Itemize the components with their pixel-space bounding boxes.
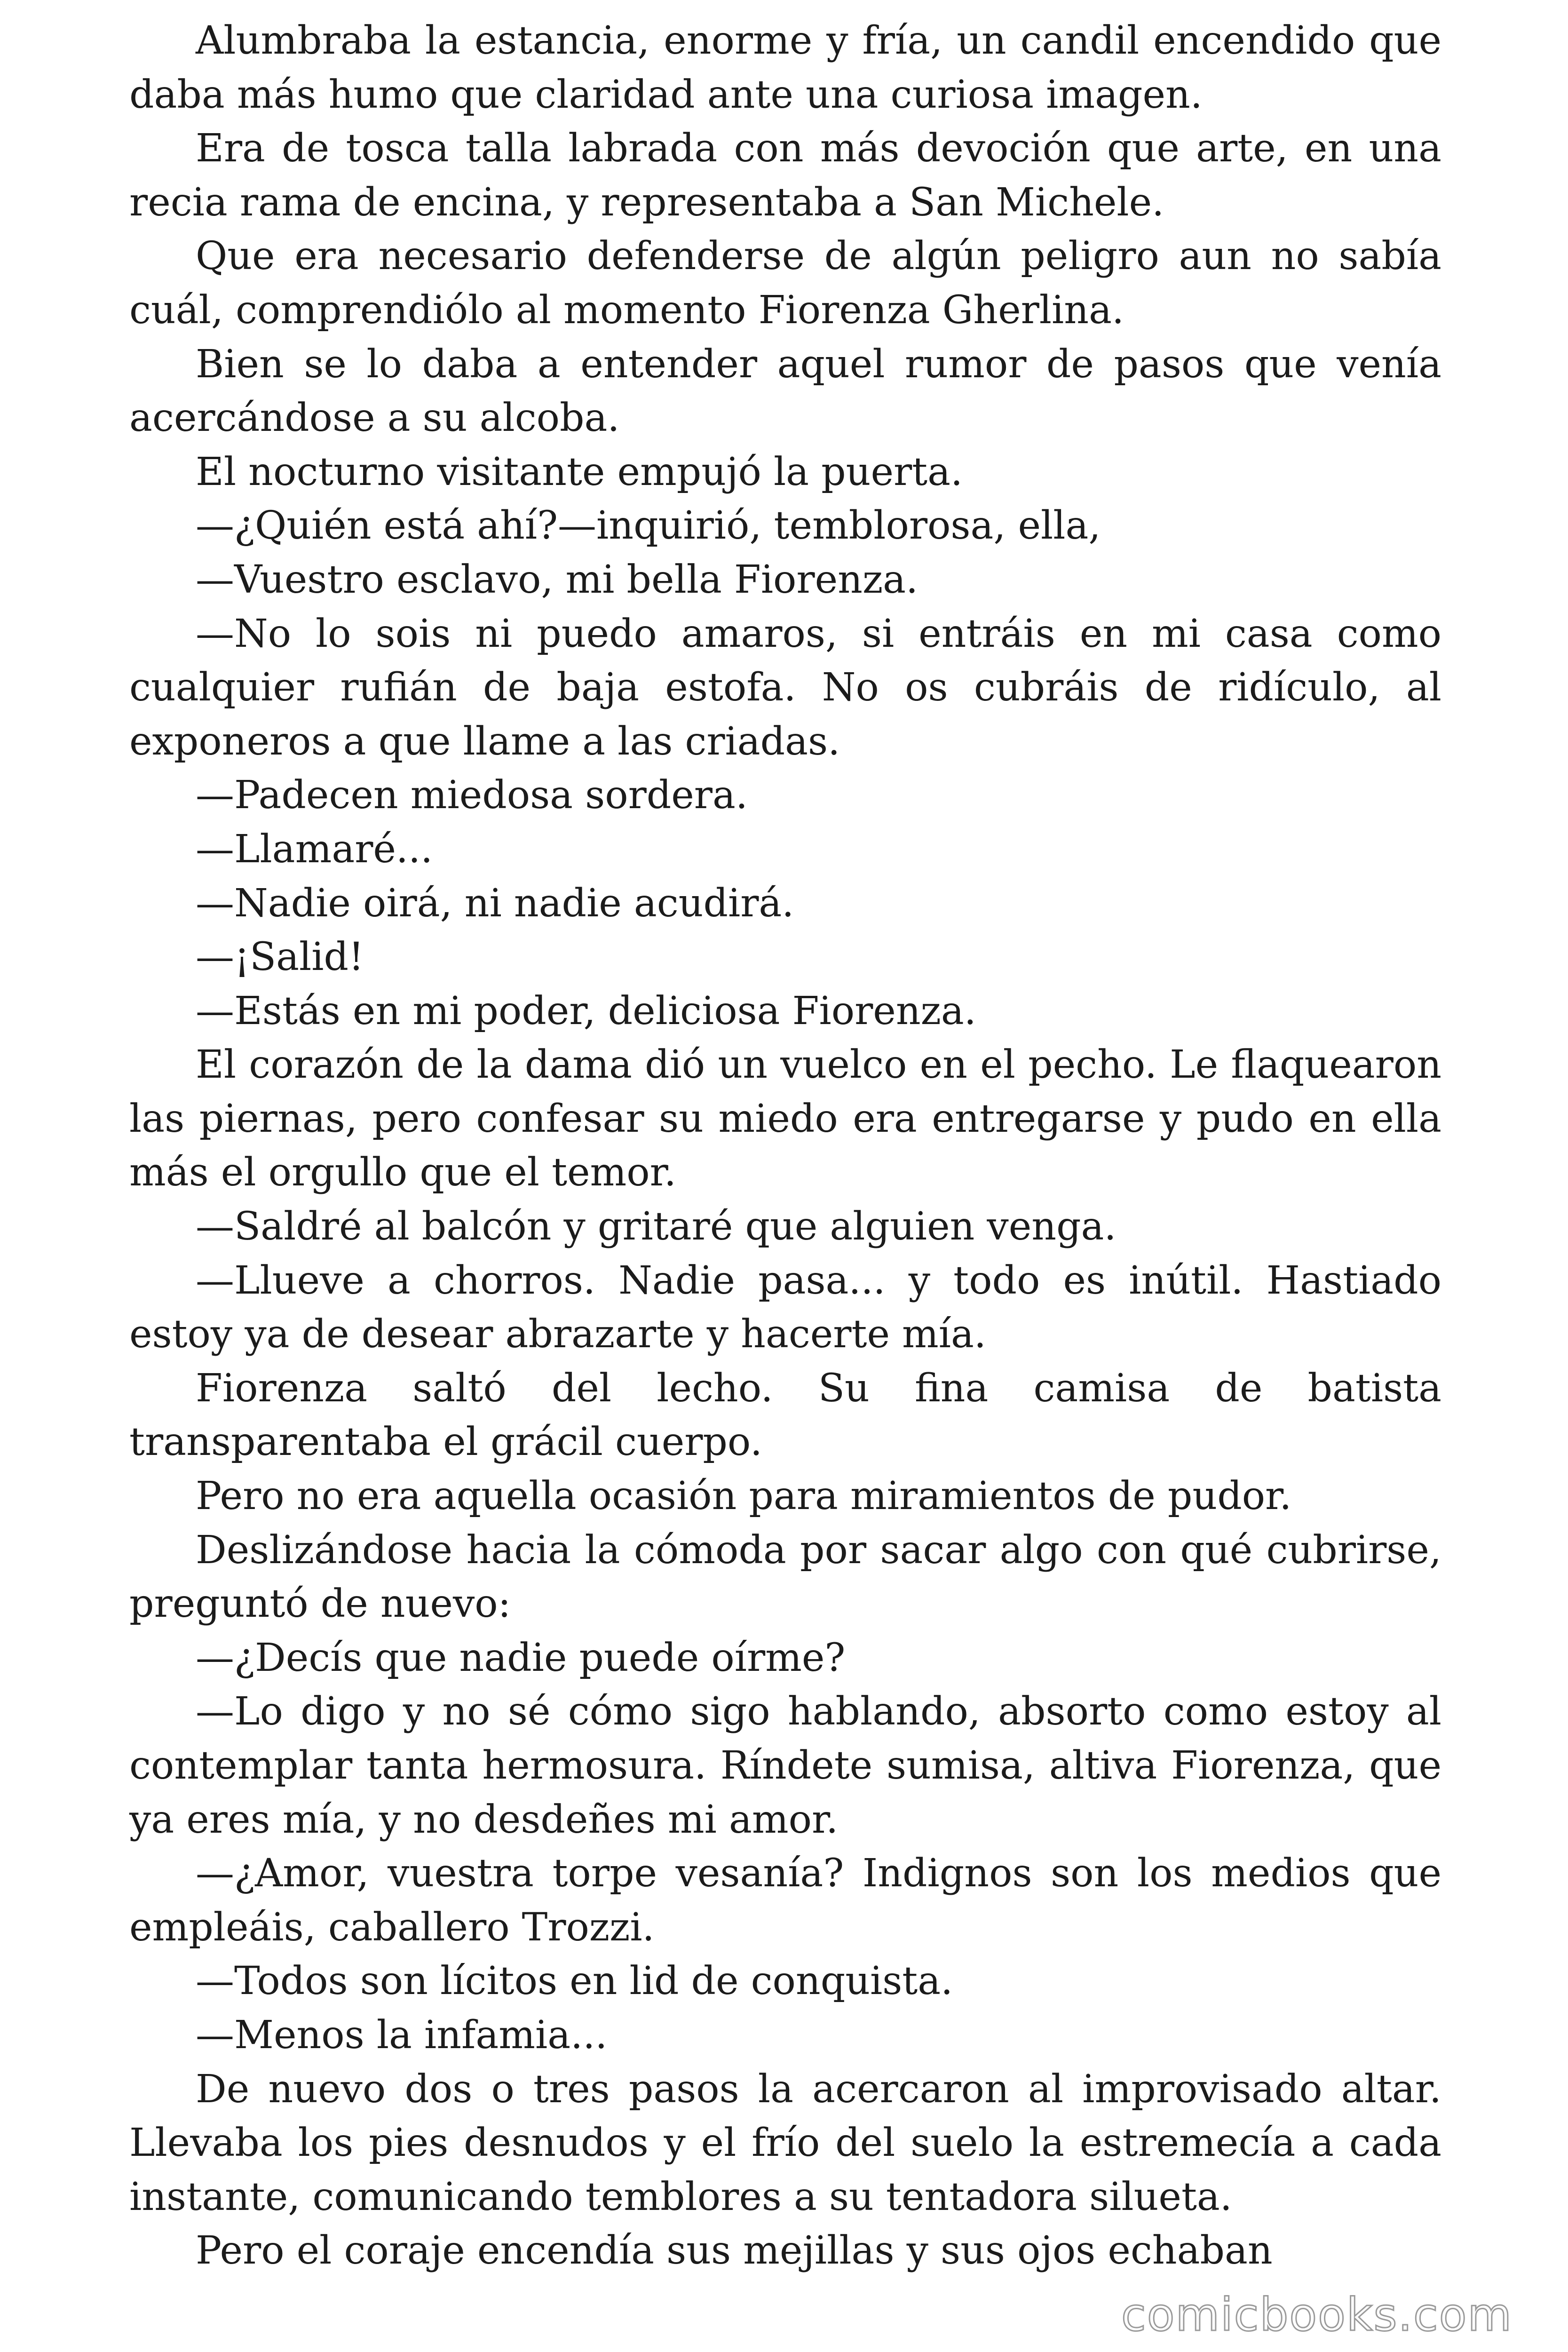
paragraph: El nocturno visitante empujó la puerta. xyxy=(196,449,963,494)
paragraph: Bien se lo daba a entender aquel rumor de pasos que venía acercándose a su alcoba. xyxy=(129,342,1441,441)
paragraph: Fiorenza saltó del lecho. Su fina camisa de batista transparentaba el grácil cuerpo. xyxy=(129,1366,1441,1465)
dialogue-line: —¿Amor, vuestra torpe vesanía? Indignos son los medios que empleáis, caballero Trozzi. xyxy=(129,1851,1441,1950)
paragraph: De nuevo dos o tres pasos la acercaron al improvisado altar. Llevaba los pies desnudos y el frío del suelo la estremecía a cada instante, comunicando temblores a su tentadora silueta. xyxy=(129,2066,1441,2219)
dialogue-line: —Llueve a chorros. Nadie pasa... y todo es inútil. Hastiado estoy ya de desear abrazarte y hacerte mía. xyxy=(129,1258,1441,1357)
paragraph: Pero no era aquella ocasión para miramientos de pudor. xyxy=(196,1474,1292,1519)
dialogue-line: —Padecen miedosa sordera. xyxy=(196,773,748,818)
dialogue-line: —Vuestro esclavo, mi bella Fiorenza. xyxy=(196,557,919,602)
paragraph: Pero el coraje encendía sus mejillas y sus ojos echaban xyxy=(196,2228,1273,2273)
paragraph: Que era necesario defenderse de algún peligro aun no sabía cuál, comprendiólo al momento Fiorenza Gherlina. xyxy=(129,234,1441,333)
dialogue-line: —Nadie oirá, ni nadie acudirá. xyxy=(196,881,794,926)
dialogue-line: —¿Quién está ahí?—inquirió, temblorosa, ella, xyxy=(196,503,1101,548)
dialogue-line: —Lo digo y no sé cómo sigo hablando, absorto como estoy al contemplar tanta hermosura. Ríndete sumisa, altiva Fiorenza, que ya eres mía, y no desdeñes mi amor. xyxy=(129,1689,1441,1842)
dialogue-line: —¿Decís que nadie puede oírme? xyxy=(196,1635,846,1680)
dialogue-line: —Menos la infamia... xyxy=(196,2012,608,2058)
dialogue-line: —Llamaré... xyxy=(196,826,433,872)
paragraph: Era de tosca talla labrada con más devoción que arte, en una recia rama de encina, y representaba a San Michele. xyxy=(129,126,1441,225)
dialogue-line: —No lo sois ni puedo amaros, si entráis en mi casa como cualquier rufián de baja estofa. No os cubráis de ridículo, al exponeros a que llame a las criadas. xyxy=(129,611,1441,764)
paragraph: El corazón de la dama dió un vuelco en el pecho. Le flaquearon las piernas, pero confesar su miedo era entregarse y pudo en ella más el orgullo que el temor. xyxy=(129,1042,1441,1195)
dialogue-line: —Saldré al balcón y gritaré que alguien venga. xyxy=(196,1204,1117,1249)
paragraph: Alumbraba la estancia, enorme y fría, un candil encendido que daba más humo que claridad ante una curiosa imagen. xyxy=(129,18,1441,117)
dialogue-line: —¡Salid! xyxy=(196,935,364,980)
dialogue-line: —Todos son lícitos en lid de conquista. xyxy=(196,1959,953,2004)
paragraph: Deslizándose hacia la cómoda por sacar algo con qué cubrirse, preguntó de nuevo: xyxy=(129,1527,1441,1627)
book-page-text xyxy=(129,14,1441,2305)
watermark-logo: comicbooks.com xyxy=(1121,2288,1513,2341)
dialogue-line: —Estás en mi poder, deliciosa Fiorenza. xyxy=(196,988,976,1033)
